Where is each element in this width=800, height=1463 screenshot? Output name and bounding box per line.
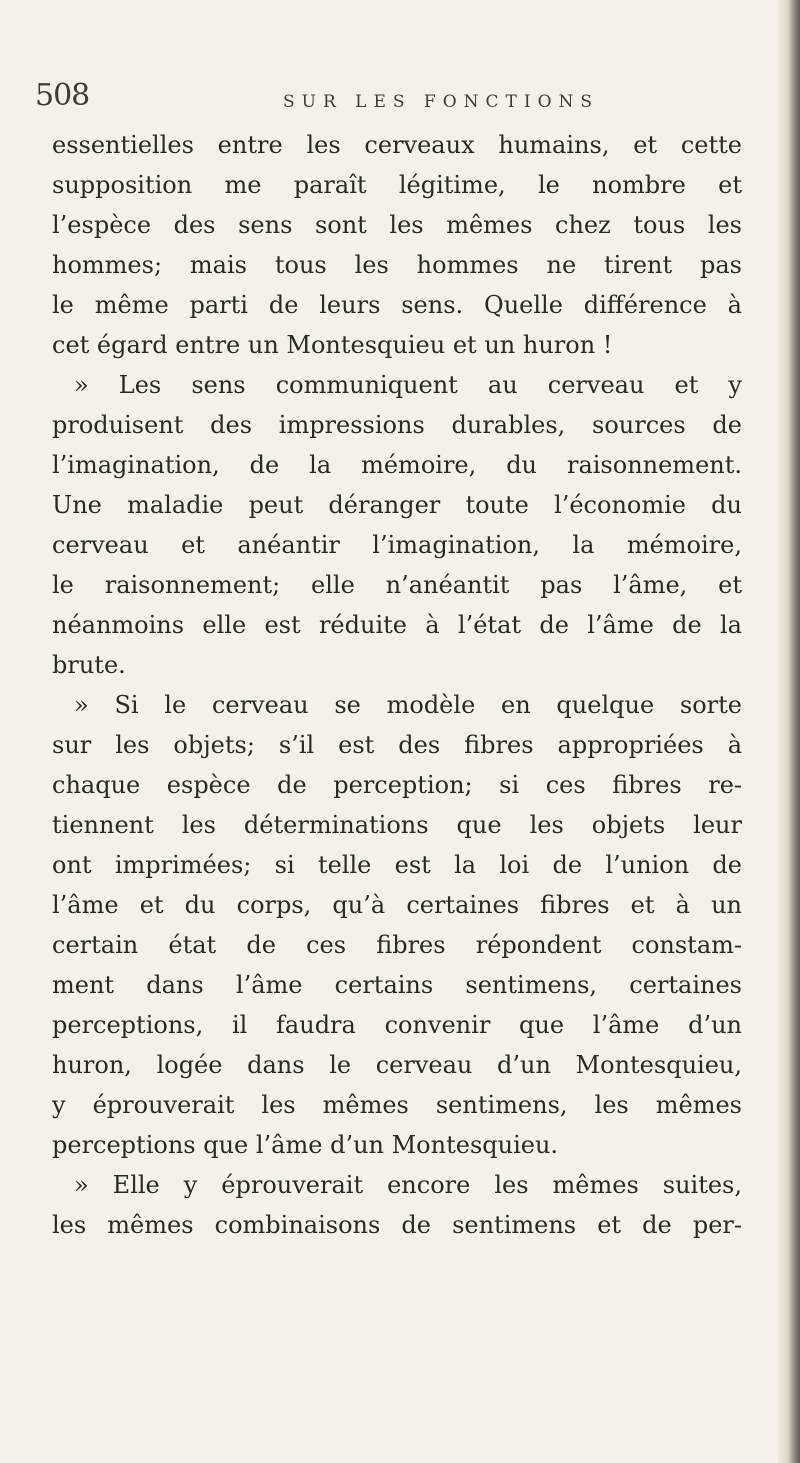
text-line: l’âme et du corps, qu’à certaines fibres et à un [52, 891, 742, 919]
text-line: » Si le cerveau se modèle en quelque sorte [74, 691, 742, 719]
text-line: perceptions, il faudra convenir que l’âme d’un [52, 1011, 742, 1039]
text-line: ont imprimées; si telle est la loi de l’union de [52, 851, 742, 879]
text-line: cet égard entre un Montesquieu et un huron ! [52, 331, 613, 359]
text-line: supposition me paraît légitime, le nombre et [52, 171, 742, 199]
text-line: le même parti de leurs sens. Quelle différence à [52, 291, 742, 319]
page-number: 508 [35, 78, 90, 113]
text-line: » Les sens communiquent au cerveau et y [74, 371, 742, 399]
text-line: » Elle y éprouverait encore les mêmes suites, [74, 1171, 742, 1199]
text-line: y éprouverait les mêmes sentimens, les mêmes [52, 1091, 742, 1119]
text-line: Une maladie peut déranger toute l’économie du [52, 491, 742, 519]
text-line: produisent des impressions durables, sources de [52, 411, 742, 439]
text-line: hommes; mais tous les hommes ne tirent pas [52, 251, 742, 279]
text-line: perceptions que l’âme d’un Montesquieu. [52, 1131, 559, 1159]
text-line: chaque espèce de perception; si ces fibres re- [52, 771, 742, 799]
text-line: essentielles entre les cerveaux humains, et cette [52, 131, 742, 159]
text-line: ment dans l’âme certains sentimens, certaines [52, 971, 742, 999]
text-line: néanmoins elle est réduite à l’état de l’âme de la [52, 611, 742, 639]
text-line: huron, logée dans le cerveau d’un Montesquieu, [52, 1051, 742, 1079]
running-title: SUR LES FONCTIONS [283, 92, 600, 112]
text-line: l’espèce des sens sont les mêmes chez tous les [52, 211, 742, 239]
body-text [52, 125, 742, 1245]
text-line: le raisonnement; elle n’anéantit pas l’âme, et [52, 571, 742, 599]
text-line: tiennent les déterminations que les objets leur [52, 811, 742, 839]
text-line: sur les objets; s’il est des fibres appropriées à [52, 731, 742, 759]
text-line: cerveau et anéantir l’imagination, la mémoire, [52, 531, 742, 559]
page-edge-shadow [778, 0, 800, 1463]
text-line: certain état de ces fibres répondent constam- [52, 931, 742, 959]
text-line: l’imagination, de la mémoire, du raisonnement. [52, 451, 742, 479]
text-line: brute. [52, 651, 126, 679]
text-line: les mêmes combinaisons de sentimens et de per- [52, 1211, 742, 1239]
